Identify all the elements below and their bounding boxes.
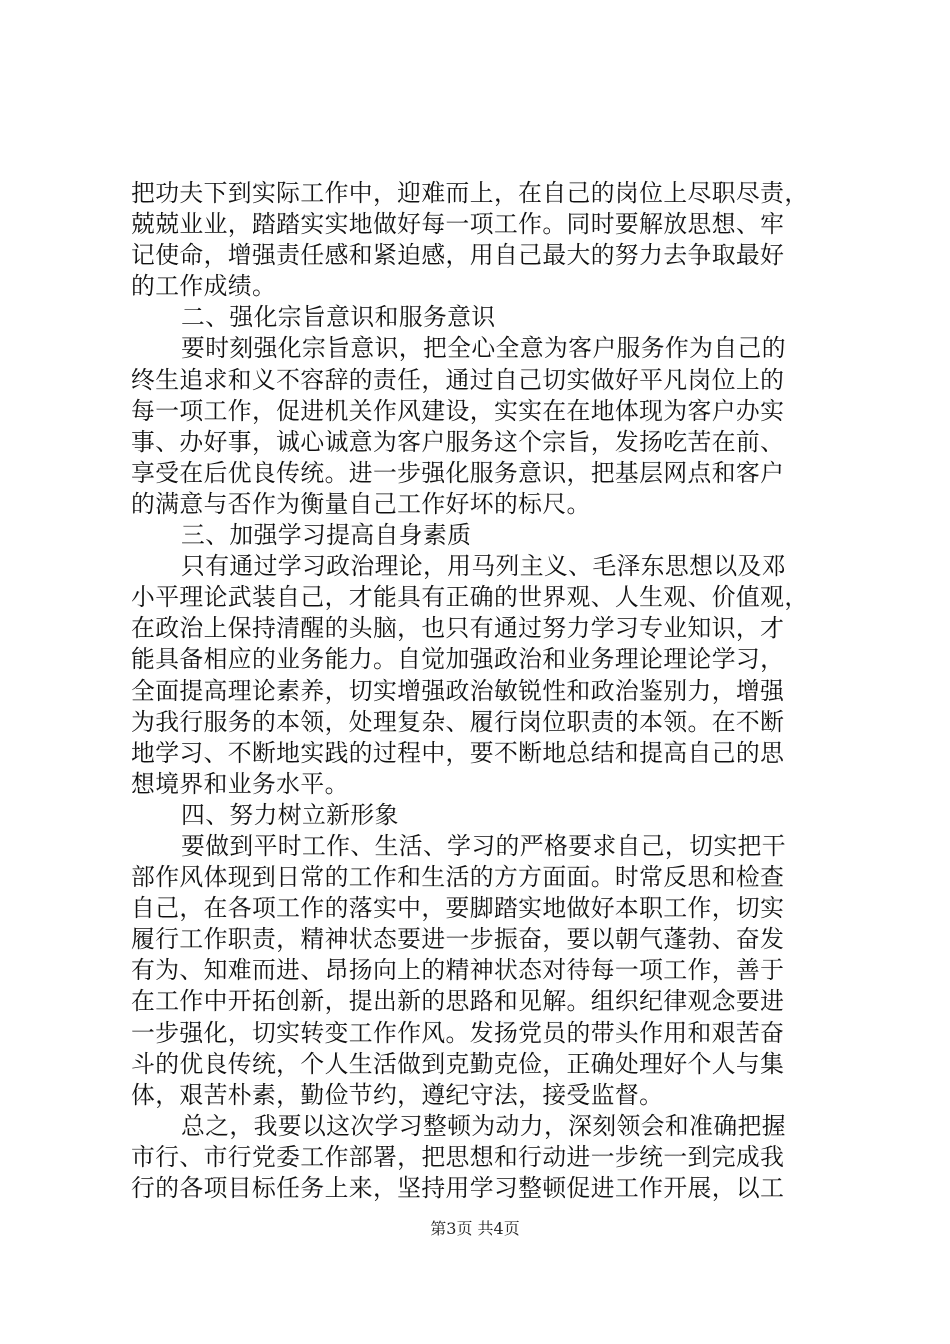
text-line: 能具备相应的业务能力。自觉加强政治和业务理论理论学习， (131, 645, 785, 674)
text-line: 在工作中开拓创新，提出新的思路和见解。组织纪律观念要进 (131, 987, 785, 1016)
text-line: 要时刻强化宗旨意识，把全心全意为客户服务作为自己的 (181, 334, 786, 363)
section-heading: 二、强化宗旨意识和服务意识 (181, 303, 496, 332)
text-line: 每一项工作，促进机关作风建设，实实在在地体现为客户办实 (131, 396, 785, 425)
text-line: 小平理论武装自己，才能具有正确的世界观、人生观、价值观， (131, 583, 809, 612)
text-line: 部作风体现到日常的工作和生活的方方面面。时常反思和检查 (131, 863, 785, 892)
text-line: 想境界和业务水平。 (131, 769, 349, 798)
text-line: 一步强化，切实转变工作作风。发扬党员的带头作用和艰苦奋 (131, 1018, 785, 1047)
text-line: 事、办好事，诚心诚意为客户服务这个宗旨，发扬吃苦在前、 (131, 427, 785, 456)
text-line: 在政治上保持清醒的头脑，也只有通过努力学习专业知识，才 (131, 614, 785, 643)
page-footer: 第3页 共4页 (430, 1219, 520, 1238)
text-line: 享受在后优良传统。进一步强化服务意识，把基层网点和客户 (131, 458, 785, 487)
text-line: 把功夫下到实际工作中，迎难而上，在自己的岗位上尽职尽责， (131, 179, 809, 207)
text-line: 的满意与否作为衡量自己工作好坏的标尺。 (131, 489, 591, 518)
text-line: 行的各项目标任务上来，坚持用学习整顿促进工作开展，以工 (131, 1174, 785, 1202)
document-body (131, 178, 821, 1204)
text-line: 只有通过学习政治理论，用马列主义、毛泽东思想以及邓 (181, 552, 786, 581)
section-heading: 四、努力树立新形象 (181, 800, 399, 829)
text-line: 市行、市行党委工作部署，把思想和行动进一步统一到完成我 (131, 1142, 785, 1171)
text-line: 兢兢业业，踏踏实实地做好每一项工作。同时要解放思想、牢 (131, 210, 785, 239)
text-line: 斗的优良传统，个人生活做到克勤克俭，正确处理好个人与集 (131, 1049, 785, 1078)
text-line: 自己，在各项工作的落实中，要脚踏实地做好本职工作，切实 (131, 894, 785, 923)
text-line: 终生追求和义不容辞的责任，通过自己切实做好平凡岗位上的 (131, 365, 785, 394)
text-line: 全面提高理论素养，切实增强政治敏锐性和政治鉴别力，增强 (131, 676, 785, 705)
text-line: 履行工作职责，精神状态要进一步振奋，要以朝气蓬勃、奋发 (131, 925, 785, 954)
text-line: 为我行服务的本领，处理复杂、履行岗位职责的本领。在不断 (131, 707, 785, 736)
text-line: 总之，我要以这次学习整顿为动力，深刻领会和准确把握 (181, 1111, 786, 1140)
section-heading: 三、加强学习提高自身素质 (181, 521, 472, 550)
text-line: 有为、知难而进、昂扬向上的精神状态对待每一项工作，善于 (131, 956, 785, 985)
text-line: 地学习、不断地实践的过程中，要不断地总结和提高自己的思 (131, 738, 785, 767)
text-line: 体，艰苦朴素，勤俭节约，遵纪守法，接受监督。 (131, 1080, 664, 1109)
text-line: 要做到平时工作、生活、学习的严格要求自己，切实把干 (181, 831, 786, 860)
text-line: 记使命，增强责任感和紧迫感，用自己最大的努力去争取最好 (131, 241, 785, 270)
text-line: 的工作成绩。 (131, 272, 277, 301)
